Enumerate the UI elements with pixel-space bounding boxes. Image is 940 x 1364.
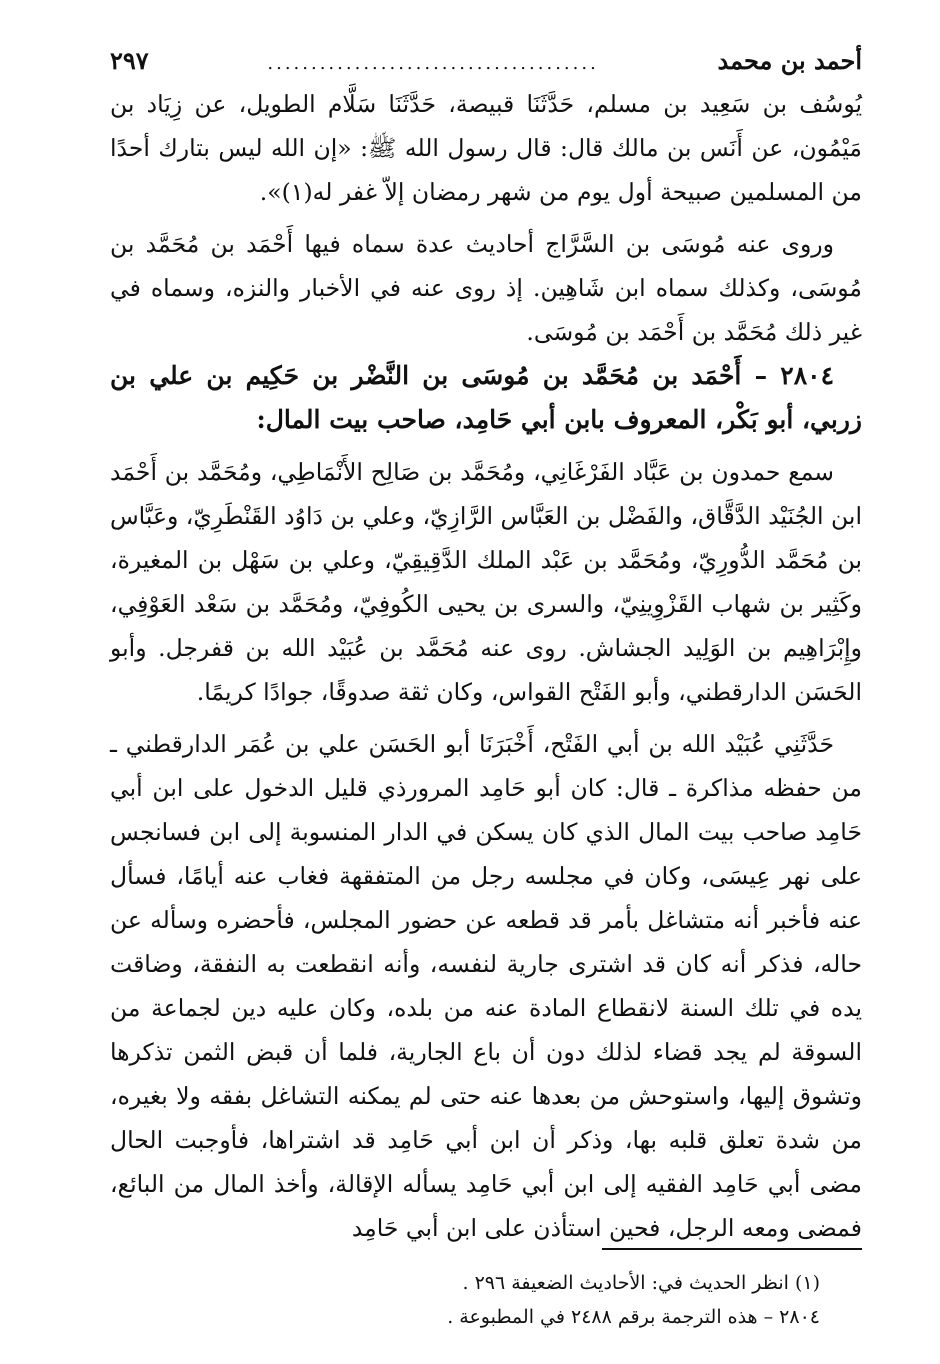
page-number: ٢٩٧ bbox=[110, 46, 149, 75]
running-head bbox=[110, 40, 862, 82]
paragraph-naming-note: وروى عنه مُوسَى بن السَّرَّاج أحاديث عدة سماه فيها أَحْمَد بن مُحَمَّد بن مُوسَى، وكذلك سماه ابن شَاهِين. إذ روى عنه في الأخبار والنزه، وسماه في غير ذلك مُحَمَّد بن أَحْمَد بن مُوسَى. bbox=[110, 230, 862, 346]
book-page bbox=[110, 40, 862, 1340]
paragraph-teachers-students: سمع حمدون بن عَبَّاد الفَرْغَانِي، ومُحَمَّد بن صَالِح الأَنْمَاطِي، ومُحَمَّد بن أَحْمَد ابن الجُنَيْد الدَّقَّاق، والفَضْل بن العَبَّاس الرَّازِيّ، وعلي بن دَاوُد القَنْطَرِيّ، وعَبَّاس بن مُحَمَّد الدُّورِيّ، ومُحَمَّد بن عَبْد الملك الدَّقِيقِيّ، وعلي بن سَهْل بن المغيرة، وكَثِير بن شهاب القَزْوِينِيّ، والسرى بن يحيى الكُوفِيّ، ومُحَمَّد بن سَعْد العَوْفِي، وإِبْرَاهِيم بن الوَلِيد الجشاش. روى عنه مُحَمَّد بن عُبَيْد الله بن قفرجل. وأبو الحَسَن الدارقطني، وأبو الفَتْح القواس، وكان ثقة صدوقًا، جوادًا كريمًا. bbox=[110, 458, 862, 706]
footnote-1: (١) انظر الحديث في: الأحاديث الضعيفة ٢٩٦ . bbox=[462, 1272, 820, 1294]
running-head-title: أحمد بن محمد bbox=[717, 46, 862, 75]
footnotes bbox=[110, 1266, 862, 1334]
main-text bbox=[110, 82, 862, 1250]
leader-dots: ...................................... bbox=[267, 53, 599, 74]
paragraph-anecdote: حَدَّثَنِي عُبَيْد الله بن أبي الفَتْح، أَخْبَرَنَا أبو الحَسَن علي بن عُمَر الدارقطني ـ من حفظه مذاكرة ـ قال: كان أبو حَامِد المرورذي قليل الدخول على ابن أبي حَامِد صاحب بيت المال الذي كان يسكن في الدار المنسوبة إلى ابن فسانجس على نهر عِيسَى، وكان في مجلسه رجل من المتفقهة فغاب عنه أيامًا، فسأل عنه فأخبر أنه متشاغل بأمر قد قطعه عن حضور المجلس، فأحضره وسأله عن حاله، فذكر أنه كان قد اشترى جارية لنفسه، وأنه انقطعت به النفقة، وضاقت يده في تلك السنة لانقطاع المادة عنه من بلده، وكان عليه دين لجماعة من السوقة لم يجد قضاء لذلك دون أن باع الجارية، فلما أن قبض الثمن تذكرها وتشوق إليها، واستوحش من بعدها عنه حتى لم يمكنه التشاغل بفقه ولا بغيره، من شدة تعلق قلبه بها، وذكر أن ابن أبي حَامِد قد اشتراها، فأوجبت الحال مضى أبي حَامِد الفقيه إلى ابن أبي حَامِد يسأله الإقالة، وأخذ المال من البائع، فمضى ومعه الرجل، فحين استأذن على ابن أبي حَامِد bbox=[110, 730, 862, 1242]
footnote-divider bbox=[602, 1248, 862, 1250]
entry-heading-2804: ٢٨٠٤ – أَحْمَد بن مُحَمَّد بن مُوسَى بن النَّضْر بن حَكِيم بن علي بن زربي، أبو بَكْر، المعروف بابن أبي حَامِد، صاحب بيت المال: bbox=[110, 361, 862, 434]
footnote-2804: ٢٨٠٤ – هذه الترجمة برقم ٢٤٨٨ في المطبوعة . bbox=[447, 1306, 820, 1328]
paragraph-hadith-continuation: يُوسُف بن سَعِيد بن مسلم، حَدَّثَنَا قبيصة، حَدَّثَنَا سَلَّام الطويل، عن زِيَاد بن مَيْمُون، عن أَنَس بن مالك قال: قال رسول الله ﷺ: «إن الله ليس بتارك أحدًا من المسلمين صبيحة أول يوم من شهر رمضان إلاّ غفر له(١)». bbox=[110, 90, 862, 206]
